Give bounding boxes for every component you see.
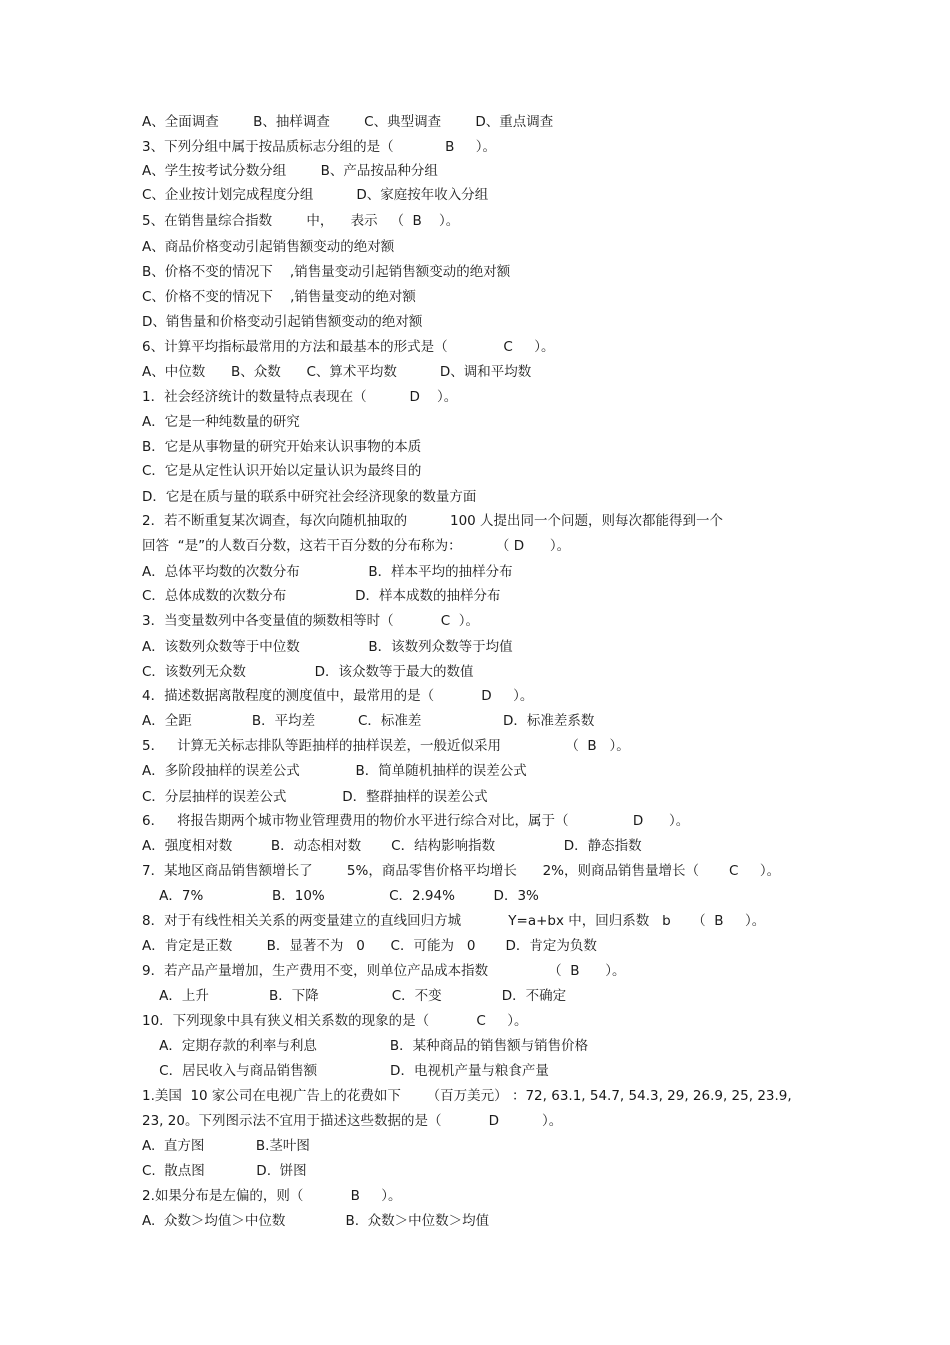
text-line: C．居民收入与商品销售额 D．电视机产量与粮食产量: [142, 1063, 549, 1079]
question-line: 9．若产品产量增加，生产费用不变，则单位产品成本指数 （ B ）。: [142, 963, 626, 979]
text-line: A．肯定是正数 B．显著不为 0 C．可能为 0 D．肯定为负数: [142, 938, 597, 954]
question-line: 3．当变量数列中各变量值的频数相等时（ C ）。: [142, 613, 480, 629]
text-line: A. 众数＞均值＞中位数 B. 众数＞中位数＞均值: [142, 1213, 490, 1229]
text-line: B．它是从事物量的研究开始来认识事物的本质: [142, 439, 422, 455]
question-line: 7．某地区商品销售额增长了 5%，商品零售价格平均增长 2%，则商品销售量增长（ C ）。: [142, 863, 781, 879]
question-line: 10．下列现象中具有狭义相关系数的现象的是（ C ）。: [142, 1013, 528, 1029]
question-line: 3、下列分组中属于按品质标志分组的是（ B ）。: [142, 139, 497, 155]
text-line: A．多阶段抽样的误差公式 B．简单随机抽样的误差公式: [142, 763, 527, 779]
question-line: 6、计算平均指标最常用的方法和最基本的形式是（ C ）。: [142, 339, 555, 355]
text-line: C．该数列无众数 D．该众数等于最大的数值: [142, 664, 474, 680]
text-line: C．总体成数的次数分布 D．样本成数的抽样分布: [142, 588, 501, 604]
text-line: D、销售量和价格变动引起销售额变动的绝对额: [142, 314, 423, 330]
text-line: B、价格不变的情况下 ,销售量变动引起销售额变动的绝对额: [142, 264, 511, 280]
question-line: 2．若不断重复某次调查，每次向随机抽取的 100 人提出同一个问题，则每次都能得到一个: [142, 513, 724, 529]
text-line: A、全面调查 B、抽样调查 C、典型调查 D、重点调查: [142, 114, 554, 130]
text-line: A．全距 B．平均差 C．标准差 D．标准差系数: [142, 713, 595, 729]
text-line: A．它是一种纯数量的研究: [142, 414, 300, 430]
text-line: A．该数列众数等于中位数 B．该数列众数等于均值: [142, 639, 513, 655]
text-line: A．总体平均数的次数分布 B．样本平均的抽样分布: [142, 564, 513, 580]
question-line: 2.如果分布是左偏的，则（ B ）。: [142, 1188, 402, 1204]
text-line: A．强度相对数 B．动态相对数 C．结构影响指数 D．静态指数: [142, 838, 642, 854]
text-line: C、价格不变的情况下 ,销售量变动的绝对额: [142, 289, 416, 305]
text-line: A. 直方图 B.茎叶图: [142, 1138, 310, 1154]
question-line: 6． 将报告期两个城市物业管理费用的物价水平进行综合对比，属于（ D ）。: [142, 813, 690, 829]
question-line: 5、在销售量综合指数 中， 表示 （ B ）。: [142, 213, 460, 229]
question-line: 4．描述数据离散程度的测度值中，最常用的是（ D ）。: [142, 688, 534, 704]
text-line: A、学生按考试分数分组 B、产品按品种分组: [142, 163, 438, 179]
text-line: C．它是从定性认识开始以定量认识为最终目的: [142, 463, 422, 479]
text-line: D．它是在质与量的联系中研究社会经济现象的数量方面: [142, 489, 477, 505]
text-line: A．7% B．10% C．2.94% D．3%: [142, 888, 539, 904]
question-line: 5． 计算无关标志排队等距抽样的抽样误差，一般近似采用 （ B ）。: [142, 738, 630, 754]
text-line: A．上升 B．下降 C．不变 D．不确定: [142, 988, 567, 1004]
question-line: 8．对于有线性相关关系的两变量建立的直线回归方城 Y=a+bx 中，回归系数 b （ B ）。: [142, 913, 766, 929]
text-line: C. 散点图 D. 饼图: [142, 1163, 307, 1179]
text-line: A、商品价格变动引起销售额变动的绝对额: [142, 239, 395, 255]
text-line: A、中位数 B、众数 C、算术平均数 D、调和平均数: [142, 364, 532, 380]
text-line: 回答 “是”的人数百分数，这若干百分数的分布称为： （ D ）。: [142, 538, 571, 554]
question-line: 1.美国 10 家公司在电视广告上的花费如下 （百万美元） ：72, 63.1, 54.7, 54.3, 29, 26.9, 25, 23.9,: [142, 1088, 792, 1104]
text-line: A．定期存款的利率与利息 B．某种商品的销售额与销售价格: [142, 1038, 589, 1054]
text-line: 23, 20。下列图示法不宜用于描述这些数据的是（ D ）。: [142, 1113, 563, 1129]
text-line: C、企业按计划完成程度分组 D、家庭按年收入分组: [142, 187, 489, 203]
question-line: 1．社会经济统计的数量特点表现在（ D ）。: [142, 389, 458, 405]
text-line: C．分层抽样的误差公式 D．整群抽样的误差公式: [142, 789, 488, 805]
